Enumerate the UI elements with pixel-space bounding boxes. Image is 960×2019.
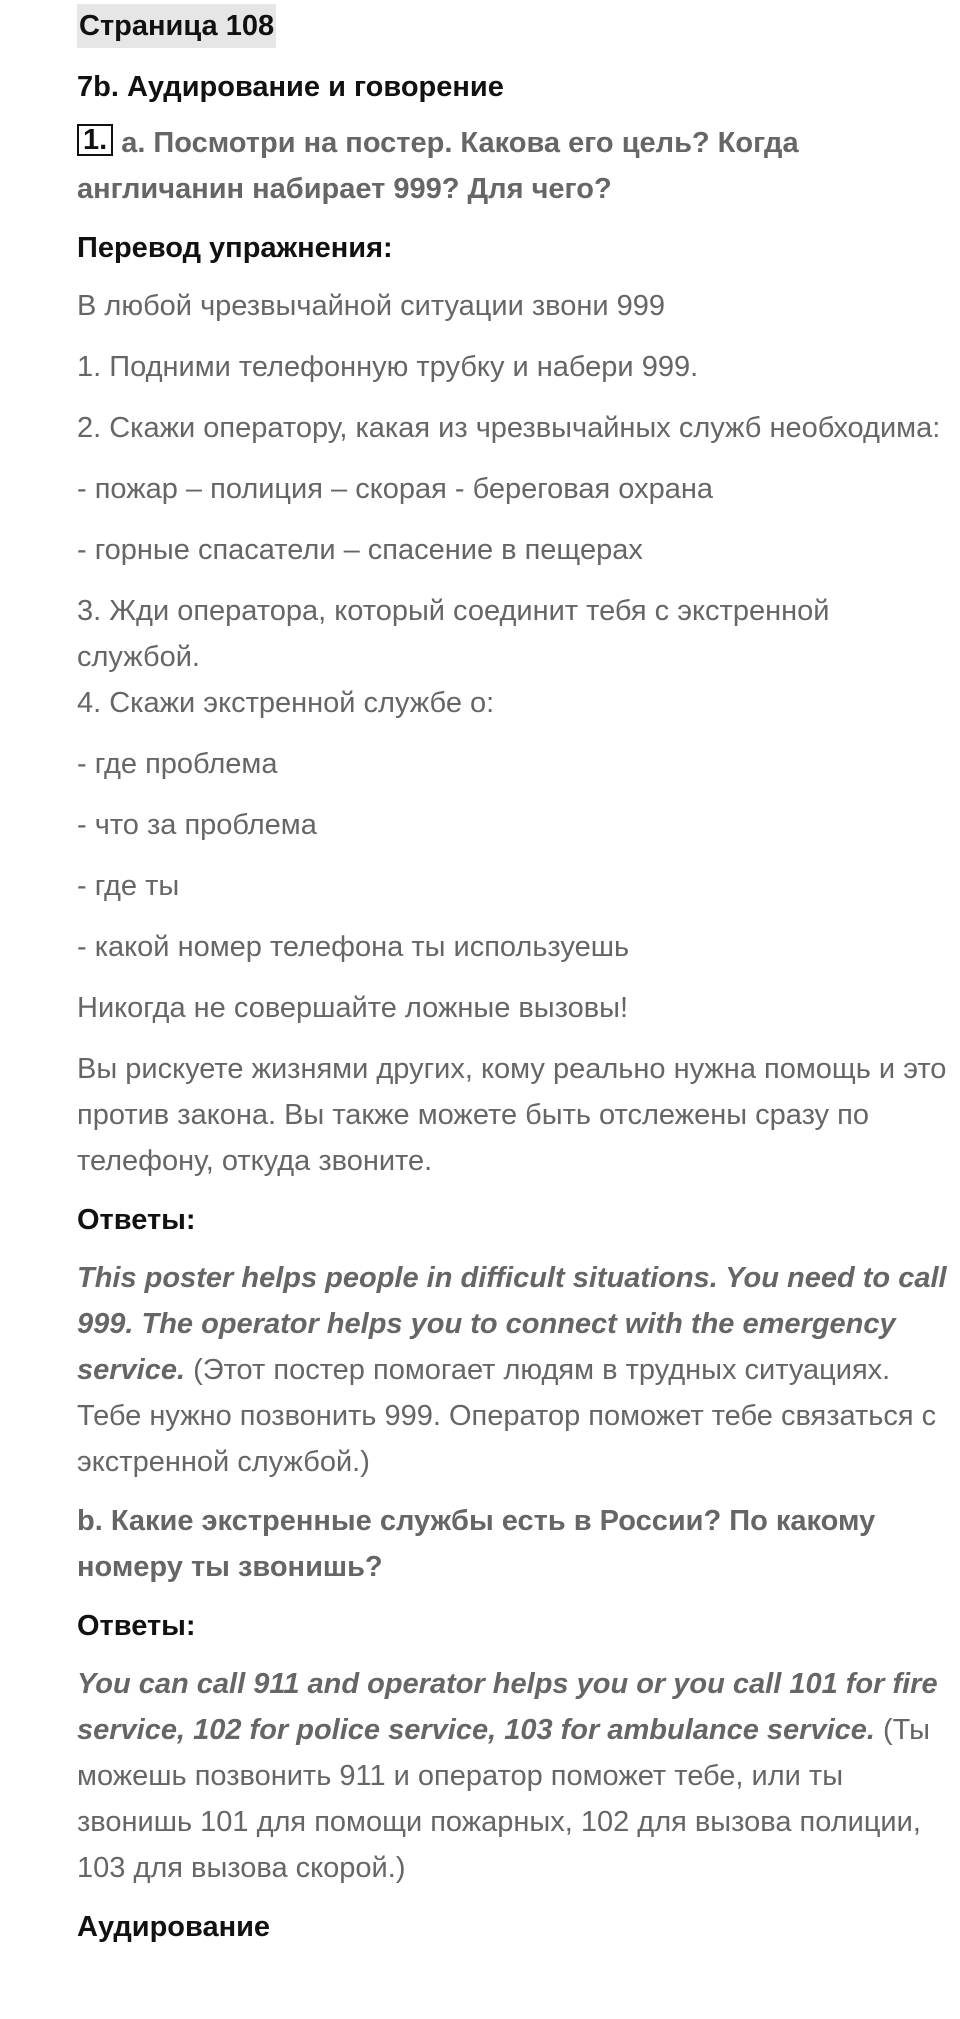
translation-line: - где ты — [77, 870, 180, 902]
translation-line: Никогда не совершайте ложные вызовы! — [77, 992, 629, 1024]
page-title: Страница 108 — [77, 4, 276, 48]
answers-heading: Ответы: — [77, 1204, 196, 1236]
answer-2 — [77, 1661, 960, 1891]
answer-2-russian: (Ты можешь позвонить 911 и оператор поможет тебе, или ты звонишь 101 для помощи пожарных, 102 для вызова полиции, 103 для вызова скорой.) — [77, 1714, 930, 1884]
translation-line: Вы рискуете жизнями других, кому реально нужна помощь и это против закона. Вы также можете быть отслежены сразу по телефону, откуда звоните. — [77, 1053, 947, 1177]
translation-line: 4. Скажи экстренной службе о: — [77, 687, 495, 719]
document-page — [77, 0, 960, 1947]
task-b: b. Какие экстренные службы есть в России? По какому номеру ты звонишь? — [77, 1505, 876, 1583]
task-1 — [77, 120, 960, 212]
translation-line: В любой чрезвычайной ситуации звони 999 — [77, 290, 666, 322]
answer-1-russian: (Этот постер помогает людям в трудных ситуациях. Тебе нужно позвонить 999. Оператор поможет тебе связаться с экстренной службой.) — [77, 1354, 937, 1478]
translation-line: - где проблема — [77, 748, 278, 780]
translation-line: 3. Жди оператора, который соединит тебя с экстренной службой. — [77, 595, 830, 673]
translation-line: 1. Подними телефонную трубку и набери 999. — [77, 351, 699, 383]
answer-2-english: You can call 911 and operator helps you or you call 101 for fire service, 102 for police service, 103 for ambulance service. — [77, 1668, 938, 1746]
translation-line: 2. Скажи оператору, какая из чрезвычайных служб необходима: — [77, 412, 941, 444]
translation-line: - горные спасатели – спасение в пещерах — [77, 534, 643, 566]
section-title: 7b. Аудирование и говорение — [77, 71, 504, 103]
task-number: 1. — [77, 124, 113, 156]
translation-line: - что за проблема — [77, 809, 317, 841]
translation-line: - какой номер телефона ты используешь — [77, 931, 630, 963]
answer-1-english: This poster helps people in difficult situations. You need to call 999. The operator helps you to connect with the emergency service. — [77, 1262, 947, 1386]
answer-1 — [77, 1255, 960, 1485]
translation-heading: Перевод упражнения: — [77, 232, 393, 264]
translation-line: - пожар – полиция – скорая - береговая охрана — [77, 473, 713, 505]
task-1-text: a. Посмотри на постер. Какова его цель? Когда англичанин набирает 999? Для чего? — [77, 127, 799, 205]
answers-heading: Ответы: — [77, 1610, 196, 1642]
listening-heading: Аудирование — [77, 1911, 271, 1943]
